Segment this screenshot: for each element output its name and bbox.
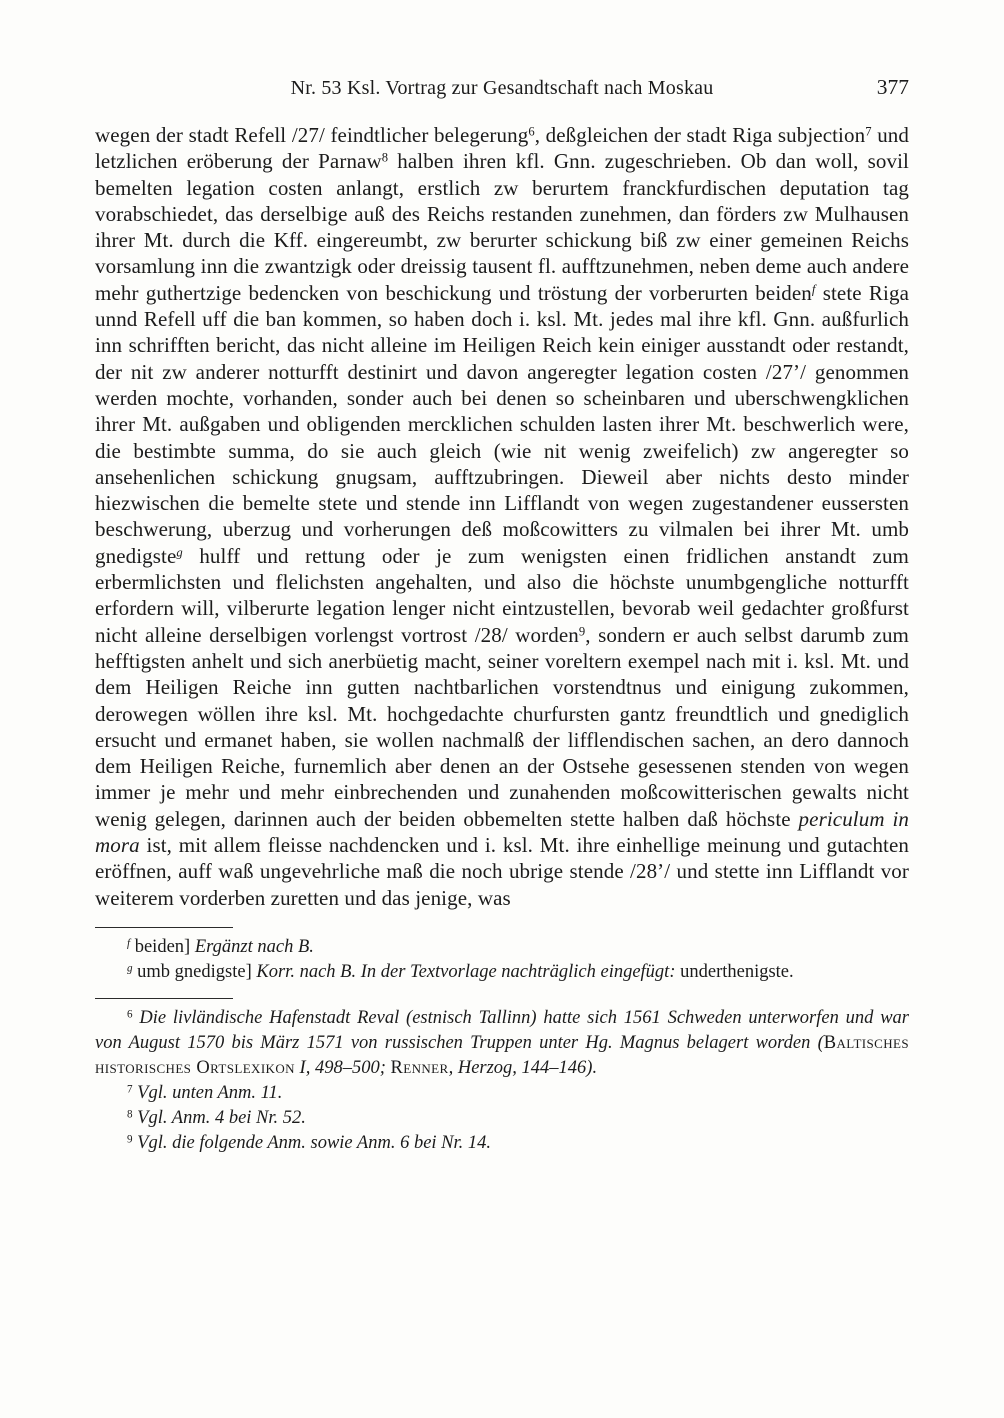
footnote-7 bbox=[95, 1081, 909, 1106]
footnote-marker: f bbox=[127, 937, 131, 950]
text-segment: Korr. nach B. In der Textvorlage nachträglich eingefügt: bbox=[256, 961, 676, 982]
text-segment: Vgl. die folgende Anm. sowie Anm. 6 bei Nr. 14. bbox=[137, 1132, 492, 1153]
footnote-marker: f bbox=[811, 282, 816, 297]
text-segment: , Herzog, 144–146). bbox=[448, 1057, 598, 1078]
apparatus-note-g bbox=[95, 960, 909, 985]
footnote-divider-rule bbox=[95, 998, 233, 999]
page-number: 377 bbox=[876, 75, 909, 99]
footnote-marker: g bbox=[127, 962, 133, 975]
critical-apparatus-section bbox=[95, 927, 909, 985]
text-segment: beiden] bbox=[130, 936, 195, 957]
text-segment: halben ihren kfl. Gnn. zugeschrieben. Ob dan woll, sovil bemelten legation costen anlangt, erstlich zw berurtem franckfurdischen deputation tag vorabschiedet, das derselbige auß des Reichs restanden zunehmen, dan förders zw Mulhausen ihrer Mt. durch die Kff. eingereumbt, zw berurter schickung biß zw einer gemeinen Reichs vorsamlung inn die zwantzigk oder dreissig tausent fl. aufftzunehmen, neben deme auch andere mehr guthertzige bedencken von beschickung und tröstung der vorberurten beiden bbox=[95, 149, 909, 305]
main-text-paragraph bbox=[95, 122, 909, 911]
text-segment: Vgl. unten Anm. 11. bbox=[137, 1082, 283, 1103]
text-segment: Renner bbox=[390, 1057, 449, 1078]
footnote-8 bbox=[95, 1106, 909, 1131]
footnotes-section bbox=[95, 998, 909, 1156]
text-segment: underthenigste. bbox=[675, 961, 794, 982]
text-segment: Vgl. Anm. 4 bei Nr. 52. bbox=[137, 1107, 306, 1128]
footnote-marker: 6 bbox=[528, 124, 535, 139]
text-segment: hulff und rettung oder je zum wenigsten einen fridlichen anstandt zum erbermlichsten und flelichsten angehalten, und also die höchste unumbgengliche notturfft erfordern will, vilberurte legation lenger nicht eintzustellen, bevorab weil gedachter großfurst nicht alleine derselbigen vorlengst vortrost /28/ worden bbox=[95, 543, 909, 647]
text-segment: wegen der stadt Refell /27/ feindtlicher belegerung bbox=[95, 123, 529, 147]
text-segment: stete Riga unnd Refell uff die ban kommen, so haben doch i. ksl. Mt. jedes mal ihre kfl. Gnn. außfurlich inn schrifften bericht, das nicht alleine im Heiligen Reich kein einiger ausstandt oder restandt, der nit zw anderer notturfft destinirt und davon angeregter legation costen /27’/ genommen werden mochte, vorhanden, sonder auch bei denen so scheinbaren und uberschwengklichen ihrer Mt. außgaben und obligenden mercklichen schulden lasten ihrer Mt. beschwerlich were, die bestimbte summa, do sie auch gleich (wie nit wenig zweifelich) zw angeregter so ansehenlichen schickung gnugsam, aufftzubringen. Dieweil aber nichts desto minder hiezwischen die bemelte stete und stende inn Lifflandt von wegen zugestandener eussersten beschwerung, uberzug und vorherungen deß moßcowitters zu vilmalen bei ihrer Mt. umb gnedigste bbox=[95, 280, 909, 568]
text-segment: ist, mit allem fleisse nachdencken und i. ksl. Mt. ihre einhellige meinung und gutachten eröffnen, auff waß ungevehrliche maß die noch ubrige stende /28’/ und stette inn Lifflandt vor weiterem vorderben zuretten und das jenige, was bbox=[95, 833, 909, 910]
text-segment: und letzlichen eröberung der Parnaw bbox=[95, 123, 909, 174]
text-segment: periculum in mora bbox=[95, 806, 909, 858]
text-segment: , deßgleichen der stadt Riga subjection bbox=[534, 123, 866, 147]
footnote-marker: g bbox=[176, 545, 183, 560]
apparatus-divider-rule bbox=[95, 927, 233, 928]
footnote-6 bbox=[95, 1006, 909, 1081]
footnote-marker: 6 bbox=[127, 1008, 133, 1021]
text-segment: Die livländische Hafenstadt Reval (estnisch Tallinn) hatte sich 1561 Schweden unterworfen und war von August 1570 bis März 1571 von russischen Truppen unter Hg. Magnus belagert worden ( bbox=[95, 1007, 910, 1053]
apparatus-note-f bbox=[95, 935, 909, 960]
footnote-marker: 7 bbox=[127, 1083, 133, 1096]
footnote-marker: 9 bbox=[127, 1133, 133, 1146]
text-segment: umb gnedigste] bbox=[132, 961, 257, 982]
footnote-marker: 8 bbox=[381, 151, 389, 165]
text-segment: , sondern er auch selbst darumb zum hefftigsten anhelt und sich anerbüetig macht, seiner voreltern exempel nach mit i. ksl. Mt. und dem Heiligen Reiche inn gutten nachtbarlichen vorstendtnus und einigung zukommen, derowegen wöllen ihre ksl. Mt. hochgedachte churfursten gantz freundtlich und gnediglich ersucht und ermanet haben, sie wollen nachmalß der lifflendischen sachen, an dero dannoch dem Heiligen Reiche, furnemlich aber denen an der Ostsehe gesessenen stenden von wegen immer je mehr und mehr einbrechenden und zunahenden moßcowitterischen gewalts nicht wenig gelegen, darinnen auch der beiden obbemelten stette halben daß höchste bbox=[95, 622, 909, 831]
text-segment: Baltisches historisches Ortslexikon bbox=[95, 1032, 909, 1078]
text-segment: I, 498–500; bbox=[294, 1057, 391, 1078]
running-head bbox=[95, 76, 909, 100]
page-main bbox=[95, 122, 909, 911]
footnote-marker: 9 bbox=[578, 624, 586, 639]
footnote-marker: 7 bbox=[865, 124, 872, 139]
footnote-9 bbox=[95, 1131, 909, 1156]
footnote-marker: 8 bbox=[127, 1108, 133, 1121]
running-head-title: Nr. 53 Ksl. Vortrag zur Gesandtschaft nach Moskau bbox=[290, 77, 714, 99]
text-segment: Ergänzt nach B. bbox=[194, 936, 314, 957]
